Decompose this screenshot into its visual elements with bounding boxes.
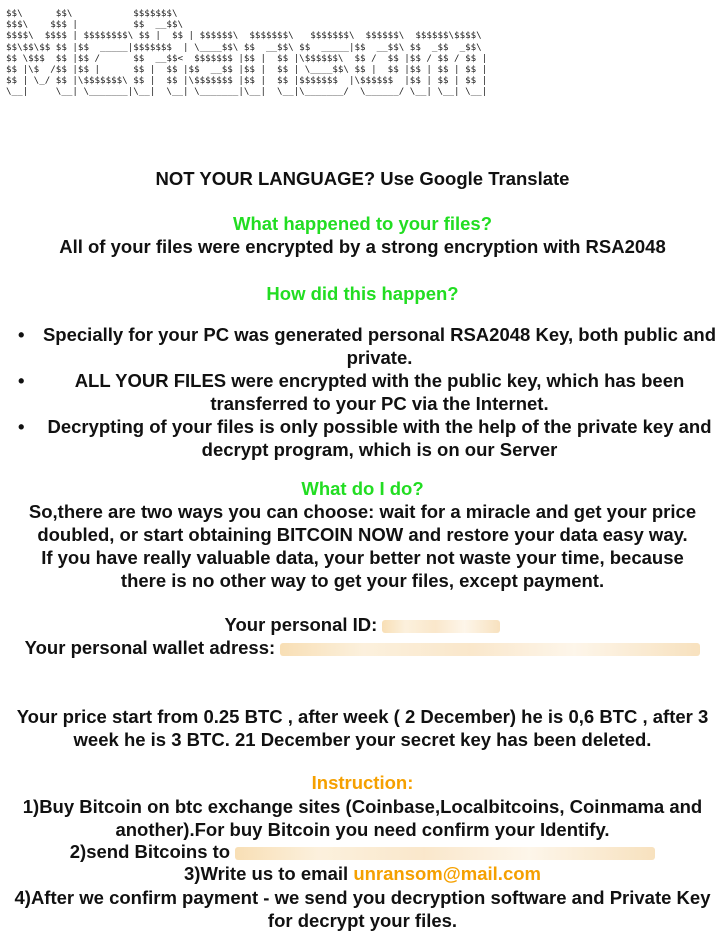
instruction-step-1: 1)Buy Bitcoin on btc exchange sites (Coinbase,Localbitcoins, Coinmama and another).For buy Bitcoin you need confirm your Identify. xyxy=(22,796,703,840)
ascii-banner: $$\ $$\ $$$$$$$\ $$$\ $$$ | $$ __$$\ $$$$\ $$$$ | $$$$$$$$\ $$ | $$ | $$$$$$\ $$$$$$$\ $$$$$$$\ $$$$$$\ $$$$$$\$$$$\ $$\$$\$$ $$ |$$ _____|$$$$$$$ | \____$$\ $$ __$$\ $$ _____|$$ __$$\ $$ _$$ _$$\ $$ \$$$ $$ |$$ / $$ __$$< $$$$$$$ |$$ | $$ |\$$$$$$\ $$ / $$ |$$ / $$ / $$ | $$ |\$ /$$ |$$ | $$ | $$ |$$ __$$ |$$ | $$ | \____$$\ $$ | $$ |$$ | $$ | $$ | $$ | \_/ $$ |\$$$$$$$\ $$ | $$ |\$$$$$$$ |$$ | $$ |$$$$$$$ |\$$$$$$ |$$ | $$ | $$ | \__| \__| \_______|\__| \__| \_______|\__| \__|\_______/ \______/ \__| \__| \__| xyxy=(6,8,488,98)
wallet-redacted-2 xyxy=(235,847,655,860)
personal-id-label: Your personal ID: xyxy=(224,614,378,635)
price-text: Your price start from 0.25 BTC , after week ( 2 December) he is 0,6 BTC , after 3 week he is 3 BTC. 21 December your secret key has been deleted. xyxy=(16,706,709,750)
personal-id-row xyxy=(0,614,725,636)
step-2-label: 2)send Bitcoins to xyxy=(69,841,231,862)
section-body-warning: If you have really valuable data, your better not waste your time, because there is no other way to get your files, except payment. xyxy=(41,547,684,591)
wallet-redacted xyxy=(280,643,700,656)
section-body-what-happened: All of your files were encrypted by a strong encryption with RSA2048 xyxy=(59,236,666,257)
instruction-step-3 xyxy=(0,863,725,885)
header-translate: NOT YOUR LANGUAGE? Use Google Translate xyxy=(155,168,570,189)
bullet-icon: • xyxy=(18,416,25,437)
instruction-step-2 xyxy=(0,841,725,863)
section-body-ways: So,there are two ways you can choose: wait for a miracle and get your price doubled, or start obtaining BITCOIN NOW and restore your data easy way. xyxy=(28,501,697,545)
list-item: • Specially for your PC was generated personal RSA2048 Key, both public and private. xyxy=(18,324,717,368)
bullet-list xyxy=(14,323,719,461)
personal-id-redacted xyxy=(382,620,500,633)
email-address[interactable]: unransom@mail.com xyxy=(353,863,541,884)
list-item: • Decrypting of your files is only possible with the help of the private key and decrypt program, which is on our Server xyxy=(18,416,712,460)
step-3-label: 3)Write us to email xyxy=(184,863,349,884)
bullet-icon: • xyxy=(18,324,25,345)
list-item: • ALL YOUR FILES were encrypted with the public key, which has been transferred to your PC via the Internet. xyxy=(18,370,685,414)
section-title-what-do: What do I do? xyxy=(301,478,424,499)
bullet-icon: • xyxy=(18,370,25,391)
section-title-what-happened: What happened to your files? xyxy=(232,213,492,234)
section-title-how-happened: How did this happen? xyxy=(266,283,459,304)
wallet-label: Your personal wallet adress: xyxy=(24,637,276,658)
instruction-title: Instruction: xyxy=(311,772,414,793)
instruction-step-4: 4)After we confirm payment - we send you decryption software and Private Key for decrypt your files. xyxy=(14,887,711,931)
wallet-row xyxy=(0,637,725,659)
